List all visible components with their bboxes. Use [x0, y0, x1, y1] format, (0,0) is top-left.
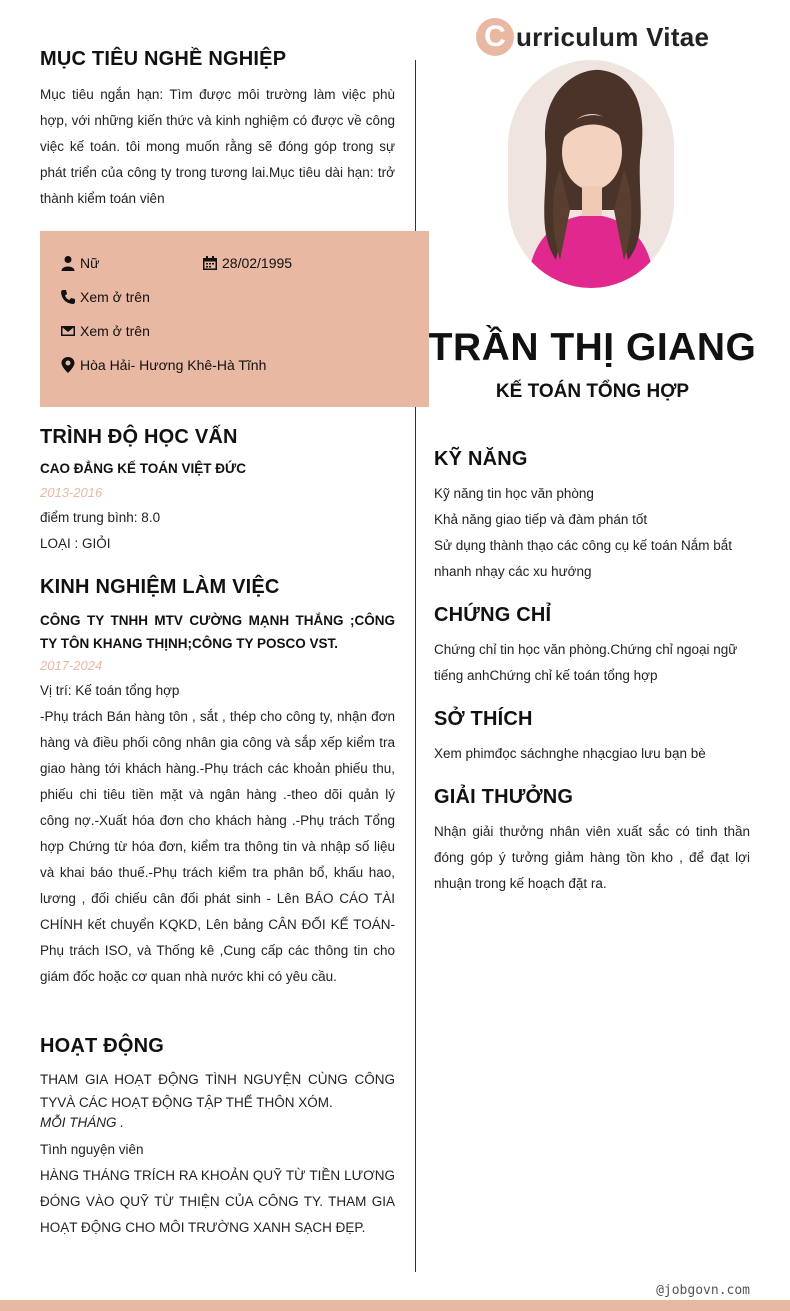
education-rank: LOẠI : GIỎI [40, 536, 111, 551]
experience-description: -Phụ trách Bán hàng tôn , sắt , thép cho công ty, nhận đơn hàng và điều phối công nhân gia công và sắp xếp kiểm tra giao hàng tới khách hàng.-Phụ trách các khoản phiếu thu, phiếu chi tiêu tiền mặt và ngân hàng .-theo dõi quản lý công nợ.-Xuất hóa đơn cho khách hàng .-Phụ trách Tổng hợp Chứng từ hóa đơn, kiểm tra thông tin và nhập số liệu và khai báo thuế.-Phụ trách kiểm tra phân bổ, khấu hao, lương , đối chiếu cân đối phát sinh - Lên BÁO CÁO TÀI CHÍNH kết chuyển KQKD, Lên bảng CÂN ĐỐI KẾ TOÁN- Phụ trách ISO, và Thống kê ,Cung cấp các thông tin cho giám đốc hoặc cơ quan nhà nước khi có yêu cầu. [40, 709, 395, 984]
skills-list [434, 481, 750, 585]
activity-description: HÀNG THÁNG TRÍCH RA KHOẢN QUỸ TỪ TIỀN LƯƠNG ĐÓNG VÀO QUỸ TỪ THIỆN CỦA CÔNG TY. THAM GIA HOẠT ĐỘNG CHO MÔI TRƯỜNG XANH SẠCH ĐẸP. [40, 1168, 395, 1235]
activity-name: THAM GIA HOẠT ĐỘNG TÌNH NGUYỆN CÙNG CÔNG TYVÀ CÁC HOẠT ĐỘNG TẬP THỂ THÔN XÓM. [40, 1072, 395, 1110]
profile-photo-illustration [508, 60, 674, 288]
hobbies-title: SỞ THÍCH [434, 708, 533, 730]
envelope-icon [60, 323, 76, 339]
phone-icon [60, 289, 76, 305]
certificates-text: Chứng chỉ tin học văn phòng.Chứng chỉ ngoại ngữ tiếng anhChứng chỉ kế toán tổng hợp [434, 642, 738, 683]
cv-logo [476, 18, 709, 56]
person-icon [60, 255, 76, 271]
logo-c-badge: C [476, 18, 514, 56]
education-school: CAO ĐẲNG KẾ TOÁN VIỆT ĐỨC [40, 461, 246, 476]
profile-name: TRẦN THỊ GIANG [428, 326, 757, 369]
phone-row [60, 289, 150, 305]
awards-text: Nhận giải thưởng nhân viên xuất sắc có tinh thần đóng góp ý tưởng giảm hàng tồn kho , để đạt lợi nhuận trong kế hoạch đặt ra. [434, 824, 750, 891]
activity-frequency: MỖI THÁNG . [40, 1115, 124, 1130]
hobbies-text: Xem phimđọc sáchnghe nhạcgiao lưu bạn bè [434, 746, 706, 761]
email-row [60, 323, 150, 339]
gender-row [60, 255, 99, 271]
watermark: @jobgovn.com [656, 1283, 750, 1298]
experience-period: 2017-2024 [40, 658, 103, 673]
objective-title: MỤC TIÊU NGHỀ NGHIỆP [40, 48, 287, 70]
profile-photo [508, 60, 674, 288]
gender-value: Nữ [80, 255, 100, 271]
activity-role: Tình nguyện viên [40, 1142, 144, 1157]
logo-text: urriculum Vitae [516, 21, 710, 52]
profile-job-title: KẾ TOÁN TỔNG HỢP [495, 381, 690, 402]
experience-company: CÔNG TY TNHH MTV CƯỜNG MẠNH THẮNG ;CÔNG TY TÔN KHANG THỊNH;CÔNG TY POSCO VST. [40, 613, 395, 651]
certificates-title: CHỨNG CHỈ [434, 604, 552, 626]
birthday-value: 28/02/1995 [222, 255, 293, 271]
birthday-row [202, 255, 292, 271]
skill-item: Sử dụng thành thạo các công cụ kế toán Nắm bắt nhanh nhạy các xu hướng [434, 538, 732, 579]
address-row [60, 357, 266, 373]
experience-title: KINH NGHIỆM LÀM VIỆC [40, 576, 280, 598]
awards-title: GIẢI THƯỞNG [434, 786, 574, 808]
skills-title: KỸ NĂNG [434, 448, 528, 470]
education-period: 2013-2016 [40, 485, 103, 500]
education-title: TRÌNH ĐỘ HỌC VẤN [40, 426, 238, 448]
phone-value: Xem ở trên [80, 289, 150, 305]
email-value: Xem ở trên [80, 323, 150, 339]
address-value: Hòa Hải- Hương Khê-Hà Tĩnh [80, 357, 267, 373]
skill-item: Kỹ năng tin học văn phòng [434, 486, 594, 501]
location-pin-icon [60, 357, 76, 373]
education-gpa: điểm trung bình: 8.0 [40, 510, 161, 525]
experience-position: Vị trí: Kế toán tổng hợp [40, 683, 180, 698]
bottom-accent-bar [0, 1300, 790, 1311]
activities-title: HOẠT ĐỘNG [40, 1035, 165, 1057]
calendar-icon [202, 255, 218, 271]
personal-info-box [40, 231, 429, 407]
objective-text: Mục tiêu ngắn hạn: Tìm được môi trường làm việc phù hợp, với những kiến thức và kinh nghiệm có được về công việc kế toán. tôi mong muốn rằng sẽ đóng góp trong sự phát triển của công ty trong tương lai.Mục tiêu dài hạn: trở thành kiểm toán viên [40, 87, 395, 206]
skill-item: Khả năng giao tiếp và đàm phán tốt [434, 512, 648, 527]
